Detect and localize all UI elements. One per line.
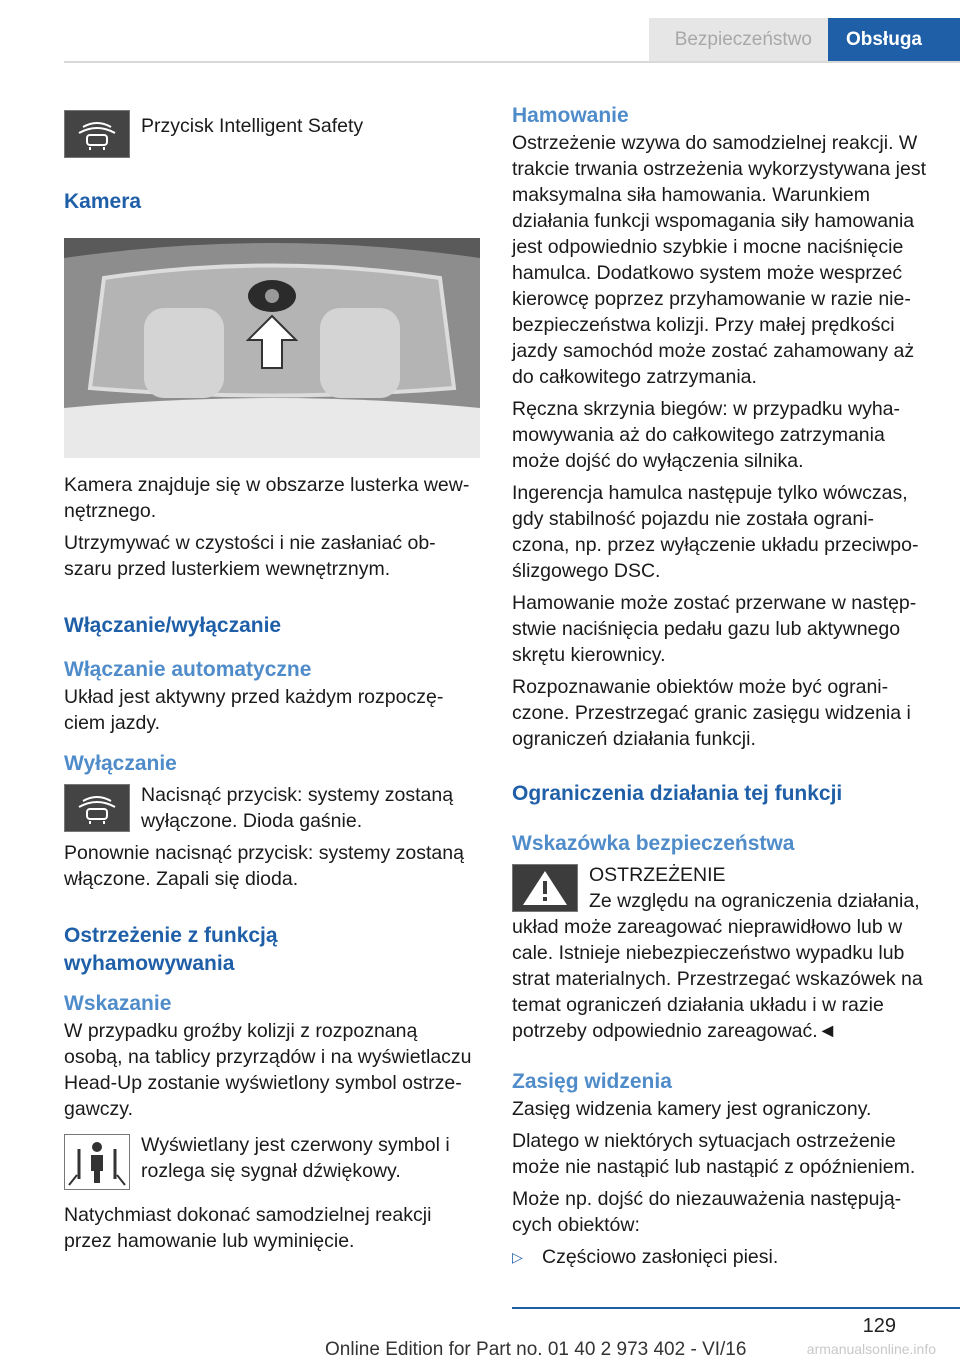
right-column <box>512 100 928 1270</box>
header-bar <box>649 18 960 62</box>
symbol-row <box>64 1132 480 1190</box>
heading-kamera: Kamera <box>64 190 142 213</box>
camera-photo <box>64 238 480 458</box>
heading-safety-note: Wskazówka bezpieczeństwa <box>512 832 795 855</box>
p-symbol: Wyświetlany jest czerwony symbol i rozlega się sygnał dźwiękowy. <box>141 1134 450 1182</box>
watermark[interactable]: armanualsonline.info <box>806 1341 936 1357</box>
car-safety-icon <box>64 110 130 158</box>
heading-range: Zasięg widzenia <box>512 1070 672 1093</box>
p-indication: W przypadku groźby kolizji z rozpoznaną osobą, na tablicy przyrządów i na wyświetlaczu Head-Up zostanie wyświetlony symbol ostrze‐gawczy. <box>64 1020 472 1120</box>
left-column <box>64 100 480 1254</box>
p-react: Natychmiast dokonać samodzielnej reakcji przez hamowanie lub wyminięcie. <box>64 1204 432 1252</box>
p-range-2: Dlatego w niektórych sytuacjach ostrzeżenie może nie nastąpić lub nastąpić z opóźnieniem. <box>512 1130 916 1178</box>
p-brake-4: Hamowanie może zostać przerwane w następ‐stwie naciśnięcia pedału gazu lub aktywnego skrętu kierownicy. <box>512 592 917 666</box>
bullet-text: Częściowo zasłonięci piesi. <box>542 1246 779 1268</box>
p-kamera-2: Utrzymywać w czystości i nie zasłaniać ob‐szaru przed lusterkiem wewnętrznym. <box>64 532 436 580</box>
p-brake-2: Ręczna skrzynia biegów: w przypadku wyha‐mowywania aż do całkowitego zatrzymania może dojść do wyłączenia silnika. <box>512 398 901 472</box>
warning-title: OSTRZEŻENIE <box>589 864 726 886</box>
p-auto: Układ jest aktywny przed każdym rozpoczę‐ciem jazdy. <box>64 686 444 734</box>
off-row <box>64 782 480 834</box>
warning-triangle-icon <box>512 864 578 912</box>
page-number: 129 <box>862 1315 896 1337</box>
safety-button-row <box>64 108 480 158</box>
heading-onoff: Włączanie/wyłączanie <box>64 614 282 637</box>
heading-limits: Ograniczenia działania tej funkcji <box>512 782 843 805</box>
p-range-3: Może np. dojść do niezauważenia następują‐cych obiektów: <box>512 1188 902 1236</box>
footer-divider <box>512 1307 960 1309</box>
up-arrow-icon <box>246 314 298 370</box>
header-divider <box>64 61 960 63</box>
p-kamera-1: Kamera znajduje się w obszarze lusterka wew‐nętrznego. <box>64 474 470 522</box>
car-safety-icon <box>64 784 130 832</box>
warning-line-1: Ze względu na ograniczenia działania, <box>589 890 920 912</box>
p-on-again: Ponownie nacisnąć przycisk: systemy zostaną włączone. Zapali się dioda. <box>64 842 464 890</box>
p-off: Nacisnąć przycisk: systemy zostaną wyłączone. Dioda gaśnie. <box>141 784 454 832</box>
heading-off: Wyłączanie <box>64 752 177 775</box>
p-brake-3: Ingerencja hamulca następuje tylko wówczas, gdy stabilność pojazdu nie została ograni‐czona, np. przez wyłączenie układu przeciwpo‐ślizgowego DSC. <box>512 482 919 582</box>
p-range-1: Zasięg widzenia kamery jest ograniczony. <box>512 1098 872 1120</box>
heading-braking: Hamowanie <box>512 104 629 127</box>
heading-warning: Ostrzeżenie z funkcją wyhamowywania <box>64 924 278 975</box>
list-item <box>512 1244 928 1270</box>
safety-button-caption: Przycisk Intelligent Safety <box>141 115 364 137</box>
heading-indication: Wskazanie <box>64 992 172 1015</box>
p-brake-1: Ostrzeżenie wzywa do samodzielnej reakcji. W trakcie trwania ostrzeżenia wykorzystywana jest maksymalna siła hamowania. Warunkiem działania funkcji wspomagania siły hamowania jest odpowiednio szybkie i mocne naciśnięcie hamulca. Dodatkowo system może wesprzeć kierowcę poprzez przyhamowanie w razie nie‐bezpieczeństwa kolizji. Przy małej prędkości jazdy samochód może zostać zahamowany aż do całkowitego zatrzymania. <box>512 132 926 388</box>
pedestrian-warning-icon <box>64 1134 130 1190</box>
tab-obsluga[interactable]: Obsługa <box>828 18 960 62</box>
warning-row <box>512 862 928 914</box>
edition-text: Online Edition for Part no. 01 40 2 973 402 - VI/16 <box>325 1339 747 1360</box>
warning-text: układ może zareagować nieprawidłowo lub w cale. Istnieje niebezpieczeństwo wypadku lub strat materialnych. Przestrzegać wskazówek na temat ograniczeń działania układu i w razie potrzeby odpowiednio zareagować.◄ <box>512 916 923 1042</box>
tab-bezpieczenstwo[interactable]: Bezpieczeństwo <box>649 18 828 62</box>
heading-auto: Włączanie automatyczne <box>64 658 312 681</box>
p-brake-5: Rozpoznawanie obiektów może być ograni‐czone. Przestrzegać granic zasięgu widzenia i ograniczeń działania funkcji. <box>512 676 911 750</box>
triangle-bullet-icon: ▷ <box>512 1249 523 1265</box>
